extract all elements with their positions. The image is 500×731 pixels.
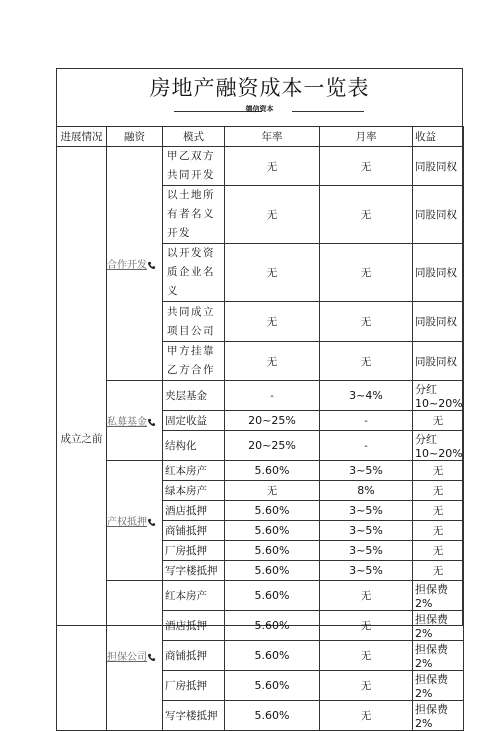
- annual-rate-cell: 5.60%: [225, 641, 320, 671]
- return-cell: 同股同权: [413, 302, 464, 342]
- return-cell: 同股同权: [413, 244, 464, 302]
- table-row: [57, 581, 464, 611]
- annual-rate-cell: 5.60%: [225, 611, 320, 641]
- annual-rate-cell: 5.60%: [225, 561, 320, 581]
- mode-cell: 酒店抵押: [163, 501, 225, 521]
- stage-cell: 成立之前: [57, 147, 107, 731]
- header-row: [57, 127, 464, 147]
- category-label: 担保公司: [107, 652, 147, 663]
- return-cell: 无: [413, 541, 464, 561]
- annual-rate-cell: 5.60%: [225, 501, 320, 521]
- monthly-rate-cell: 无: [320, 342, 413, 381]
- return-cell: 同股同权: [413, 147, 464, 186]
- mode-cell: 厂房抵押: [163, 541, 225, 561]
- annual-rate-cell: 20~25%: [225, 411, 320, 431]
- column-header: 年率: [225, 127, 320, 147]
- monthly-rate-cell: 3~5%: [320, 541, 413, 561]
- monthly-rate-cell: 3~4%: [320, 381, 413, 411]
- subtitle-rule-right: [292, 111, 364, 112]
- subtitle-row: [56, 104, 463, 118]
- return-cell: 无: [413, 521, 464, 541]
- mode-cell: 夹层基金: [163, 381, 225, 411]
- phone-icon: [147, 261, 156, 270]
- phone-icon: [147, 418, 156, 427]
- column-header: 模式: [163, 127, 225, 147]
- return-cell: 同股同权: [413, 342, 464, 381]
- monthly-rate-cell: 3~5%: [320, 521, 413, 541]
- mode-cell: 酒店抵押: [163, 611, 225, 641]
- subtitle: 德信资本: [245, 105, 274, 113]
- return-cell: 无: [413, 461, 464, 481]
- monthly-rate-cell: 3~5%: [320, 501, 413, 521]
- return-cell: 担保费2%: [413, 671, 464, 701]
- annual-rate-cell: 5.60%: [225, 581, 320, 611]
- return-cell: 无: [413, 411, 464, 431]
- mode-cell: 红本房产: [163, 581, 225, 611]
- monthly-rate-cell: 无: [320, 581, 413, 611]
- annual-rate-cell: 5.60%: [225, 521, 320, 541]
- annual-rate-cell: 无: [225, 186, 320, 244]
- annual-rate-cell: 5.60%: [225, 541, 320, 561]
- monthly-rate-cell: -: [320, 431, 413, 461]
- monthly-rate-cell: -: [320, 411, 413, 431]
- mode-cell: 写字楼抵押: [163, 561, 225, 581]
- return-cell: 分红10~20%: [413, 381, 464, 411]
- monthly-rate-cell: 无: [320, 302, 413, 342]
- return-cell: 无: [413, 561, 464, 581]
- financing-cost-table: [56, 126, 464, 731]
- annual-rate-cell: 无: [225, 481, 320, 501]
- phone-icon: [147, 518, 156, 527]
- monthly-rate-cell: 无: [320, 611, 413, 641]
- return-cell: 分红10~20%: [413, 431, 464, 461]
- mode-cell: 厂房抵押: [163, 671, 225, 701]
- monthly-rate-cell: 无: [320, 147, 413, 186]
- return-cell: 担保费2%: [413, 581, 464, 611]
- mode-cell: 结构化: [163, 431, 225, 461]
- category-cell: [107, 381, 163, 461]
- annual-rate-cell: 无: [225, 244, 320, 302]
- return-cell: 无: [413, 481, 464, 501]
- category-label: 私募基金: [107, 417, 147, 428]
- column-header: 进展情况: [57, 127, 107, 147]
- annual-rate-cell: 无: [225, 147, 320, 186]
- mode-cell: 写字楼抵押: [163, 701, 225, 731]
- monthly-rate-cell: 8%: [320, 481, 413, 501]
- return-cell: 同股同权: [413, 186, 464, 244]
- annual-rate-cell: 20~25%: [225, 431, 320, 461]
- mode-cell: 共同成立项目公司: [163, 302, 225, 342]
- table-row: [57, 381, 464, 411]
- annual-rate-cell: 无: [225, 342, 320, 381]
- return-cell: 无: [413, 501, 464, 521]
- column-header: 融资: [107, 127, 163, 147]
- page-title: 房地产融资成本一览表: [149, 76, 370, 100]
- annual-rate-cell: -: [225, 381, 320, 411]
- column-header: 收益: [413, 127, 464, 147]
- table-row: [57, 461, 464, 481]
- column-header: 月率: [320, 127, 413, 147]
- return-cell: 担保费2%: [413, 701, 464, 731]
- annual-rate-cell: 5.60%: [225, 701, 320, 731]
- return-cell: 担保费2%: [413, 641, 464, 671]
- annual-rate-cell: 无: [225, 302, 320, 342]
- monthly-rate-cell: 3~5%: [320, 561, 413, 581]
- monthly-rate-cell: 无: [320, 244, 413, 302]
- category-cell: [107, 461, 163, 581]
- category-cell: [107, 581, 163, 731]
- mode-cell: 甲乙双方共同开发: [163, 147, 225, 186]
- table-row: [57, 147, 464, 186]
- mode-cell: 甲方挂靠乙方合作: [163, 342, 225, 381]
- monthly-rate-cell: 无: [320, 671, 413, 701]
- monthly-rate-cell: 3~5%: [320, 461, 413, 481]
- mode-cell: 以土地所有者名义开发: [163, 186, 225, 244]
- annual-rate-cell: 5.60%: [225, 461, 320, 481]
- mode-cell: 商铺抵押: [163, 521, 225, 541]
- category-cell: [107, 147, 163, 381]
- mode-cell: 固定收益: [163, 411, 225, 431]
- category-label: 合作开发: [107, 260, 147, 271]
- return-cell: 担保费2%: [413, 611, 464, 641]
- monthly-rate-cell: 无: [320, 186, 413, 244]
- mode-cell: 红本房产: [163, 461, 225, 481]
- annual-rate-cell: 5.60%: [225, 671, 320, 701]
- category-label: 产权抵押: [107, 517, 147, 528]
- mode-cell: 绿本房产: [163, 481, 225, 501]
- mode-cell: 商铺抵押: [163, 641, 225, 671]
- mode-cell: 以开发资质企业名义: [163, 244, 225, 302]
- monthly-rate-cell: 无: [320, 641, 413, 671]
- monthly-rate-cell: 无: [320, 701, 413, 731]
- phone-icon: [147, 653, 156, 662]
